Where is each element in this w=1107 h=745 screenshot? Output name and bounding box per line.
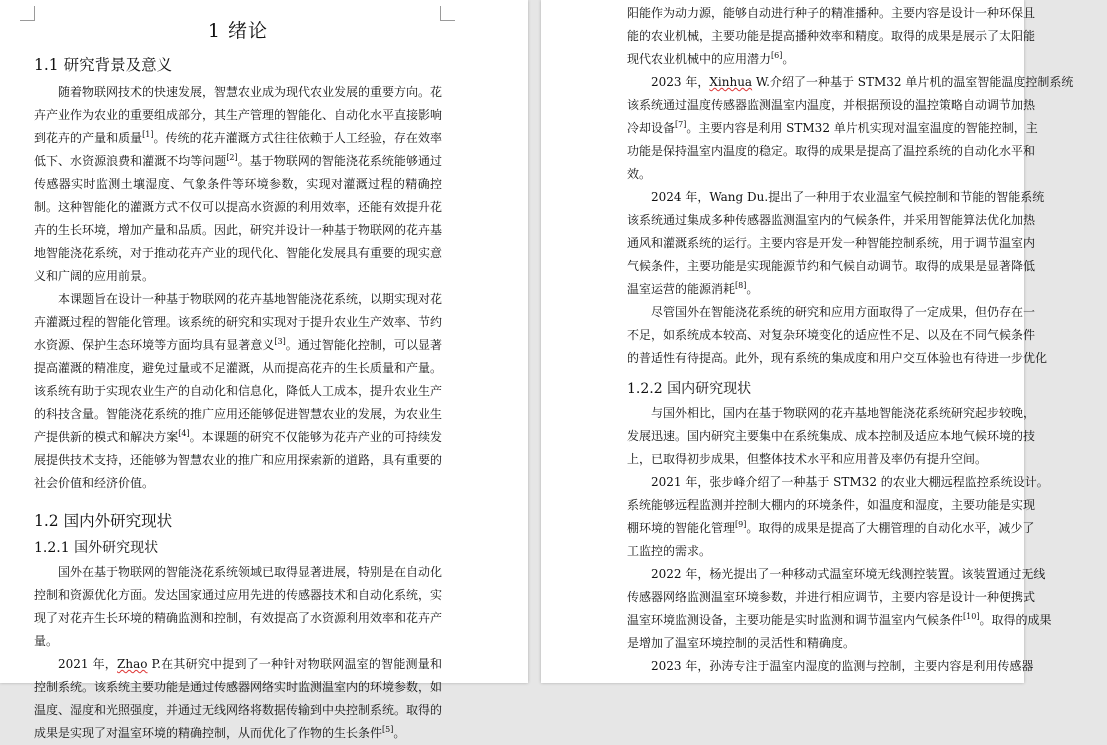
citation-ref: [1] [142, 130, 154, 139]
paragraph-zhang-line2: 系统能够远程监测并控制大棚内的环境条件，如温度和湿度，主要功能是实现 [627, 498, 1036, 512]
paragraph-xinhua-line3: 冷却设备[7]。主要内容是利用 STM32 单片机实现对温室温度的智能控制，主 [627, 120, 1038, 135]
paragraph-xinhua-line5: 效。 [627, 167, 652, 181]
paragraph-zhang-line3: 棚环境的智能化管理[9]。取得的成果是提高了大棚管理的自动化水平，减少了 [627, 520, 1035, 535]
paragraph-wang-line2: 该系统通过集成多种传感器监测温室内的气候条件，并采用智能算法优化加热 [627, 213, 1036, 227]
paragraph-yang-line4: 是增加了温室环境控制的灵活性和精确度。 [627, 636, 856, 650]
paragraph-solar-line1: 阳能作为动力源，能够自动进行种子的精准播种。主要内容是设计一种环保且 [627, 6, 1036, 20]
paragraph-foreign-limits-line3: 的普适性有待提高。此外，现有系统的集成度和用户交互体验也有待进一步优化 [627, 351, 1048, 365]
paragraph-foreign-overview: 国外在基于物联网的智能浇花系统领域已取得显著进展，特别是在自动化控制和资源优化方面。发达国家通过应用先进的传感器技术和自动化系统，实现了对花卉生长环境的精确监测和控制，有效提高了水资源利用效率和花卉产量。 [34, 565, 443, 648]
crop-mark-top-left [20, 6, 35, 21]
paragraph-zhao: 2021 年，Zhao P.在其研究中提到了一种针对物联网温室的智能测量和控制系统。该系统主要功能是通过传感器网络实时监测温室内的环境参数，如温度、湿度和光照强度，并通过无线网络将数据传输到中央控制系统。取得的成果是实现了对温室环境的精确控制，从而优化了作物的生长条件[5]。 [34, 657, 443, 740]
paragraph-yang-line3: 温室环境监测设备，主要功能是实时监测和调节温室内气候条件[10]。取得的成果 [627, 612, 1052, 627]
paragraph-domestic-line3: 上，已取得初步成果，但整体技术水平和应用普及率仍有提升空间。 [627, 452, 988, 466]
paragraph-yang-line2: 传感器网络监测温室环境参数，并进行相应调节，主要内容是设计一种便携式 [627, 590, 1036, 604]
crop-mark-top-right [440, 6, 455, 21]
citation-ref: [3] [274, 337, 286, 346]
paragraph-yang-line1: 2022 年，杨光提出了一种移动式温室环境无线测控装置。该装置通过无线 [651, 567, 1046, 581]
author-name-zhao: Zhao [117, 657, 148, 671]
citation-ref: [4] [178, 429, 190, 438]
citation-ref: [9] [735, 520, 747, 529]
subsection-heading-foreign: 1.2.1 国外研究现状 [34, 540, 159, 556]
paragraph-wang-line5: 温室运营的能源消耗[8]。 [627, 281, 759, 296]
document-page-right [541, 0, 1074, 683]
citation-ref: [10] [963, 612, 980, 621]
paragraph-wang-line3: 通风和灌溉系统的运行。主要内容是开发一种智能控制系统，用于调节温室内 [627, 236, 1036, 250]
paragraph-wang-line1: 2024 年，Wang Du.提出了一种用于农业温室气候控制和节能的智能系统 [651, 190, 1045, 204]
paragraph-significance: 本课题旨在设计一种基于物联网的花卉基地智能浇花系统，以期实现对花卉灌溉过程的智能化管理。该系统的研究和实现对于提升农业生产效率、节约水资源、保护生态环境等方面均具有显著意义[3]。通过智能化控制，可以显著提高灌溉的精准度，避免过量或不足灌溉，从而提高花卉的生长质量和产量。该系统有助于实现农业生产的自动化和信息化，降低人工成本，提升农业生产的科技含量。智能浇花系统的推广应用还能够促进智慧农业的发展，为农业生产提供新的模式和解决方案[4]。本课题的研究不仅能够为花卉产业的可持续发展提供技术支持，还能够为智慧农业的推广和应用探索新的道路，具有重要的社会价值和经济价值。 [34, 292, 443, 490]
paragraph-zhang-line1: 2021 年，张步峰介绍了一种基于 STM32 的农业大棚远程监控系统设计。 [651, 475, 1049, 489]
paragraph-solar-line3: 现代农业机械中的应用潜力[6]。 [627, 51, 795, 66]
citation-ref: [5] [382, 725, 394, 734]
paragraph-xinhua-line1: 2023 年，Xinhua W.介绍了一种基于 STM32 单片机的温室智能温度控制系统 [651, 75, 1074, 89]
section-heading-research-status: 1.2 国内外研究现状 [34, 512, 173, 530]
citation-ref: [6] [771, 51, 783, 60]
paragraph-zhang-line4: 工监控的需求。 [627, 544, 712, 558]
paragraph-domestic-line2: 发展迅速。国内研究主要集中在系统集成、成本控制及适应本地气候环境的技 [627, 429, 1036, 443]
paragraph-solar-line2: 能的农业机械，主要功能是提高播种效率和精度。取得的成果是展示了太阳能 [627, 29, 1036, 43]
paragraph-foreign-limits-line2: 不足，如系统成本较高、对复杂环境变化的适应性不足、以及在不同气候条件 [627, 328, 1036, 342]
subsection-heading-domestic: 1.2.2 国内研究现状 [627, 381, 752, 397]
citation-ref: [7] [675, 120, 687, 129]
citation-ref: [8] [735, 281, 747, 290]
paragraph-domestic-line1: 与国外相比，国内在基于物联网的花卉基地智能浇花系统研究起步较晚， [651, 406, 1036, 420]
paragraph-xinhua-line4: 功能是保持温室内温度的稳定。取得的成果是提高了温控系统的自动化水平和 [627, 144, 1036, 158]
chapter-title: 1 绪论 [207, 20, 269, 42]
citation-ref: [2] [226, 153, 238, 162]
paragraph-wang-line4: 气候条件，主要功能是实现能源节约和气候自动调节。取得的成果是显著降低 [627, 259, 1036, 273]
section-heading-background: 1.1 研究背景及意义 [34, 56, 173, 74]
page-left-content [34, 0, 442, 745]
paragraph-sun-line1: 2023 年，孙涛专注于温室内湿度的监测与控制，主要内容是利用传感器 [651, 659, 1034, 673]
document-page-left [0, 0, 528, 740]
paragraph-background: 随着物联网技术的快速发展，智慧农业成为现代农业发展的重要方向。花卉产业作为农业的重要组成部分，其生产管理的智能化、自动化水平直接影响到花卉的产量和质量[1]。传统的花卉灌溉方式往往依赖于人工经验，存在效率低下、水资源浪费和灌溉不均等问题[2]。基于物联网的智能浇花系统能够通过传感器实时监测土壤湿度、气象条件等环境参数，实现对灌溉过程的精确控制。这种智能化的灌溉方式不仅可以提高水资源的利用效率，还能有效提升花卉的生长环境，增加产量和品质。因此，研究并设计一种基于物联网的花卉基地智能浇花系统，对于推动花卉产业的现代化、智能化发展具有重要的现实意义和广阔的应用前景。 [34, 85, 443, 283]
paragraph-foreign-limits-line1: 尽管国外在智能浇花系统的研究和应用方面取得了一定成果，但仍存在一 [651, 305, 1036, 319]
author-name-xinhua: Xinhua [709, 75, 753, 89]
paragraph-xinhua-line2: 该系统通过温度传感器监测温室内温度，并根据预设的温控策略自动调节加热 [627, 98, 1036, 112]
page-right-content [627, 0, 1107, 678]
